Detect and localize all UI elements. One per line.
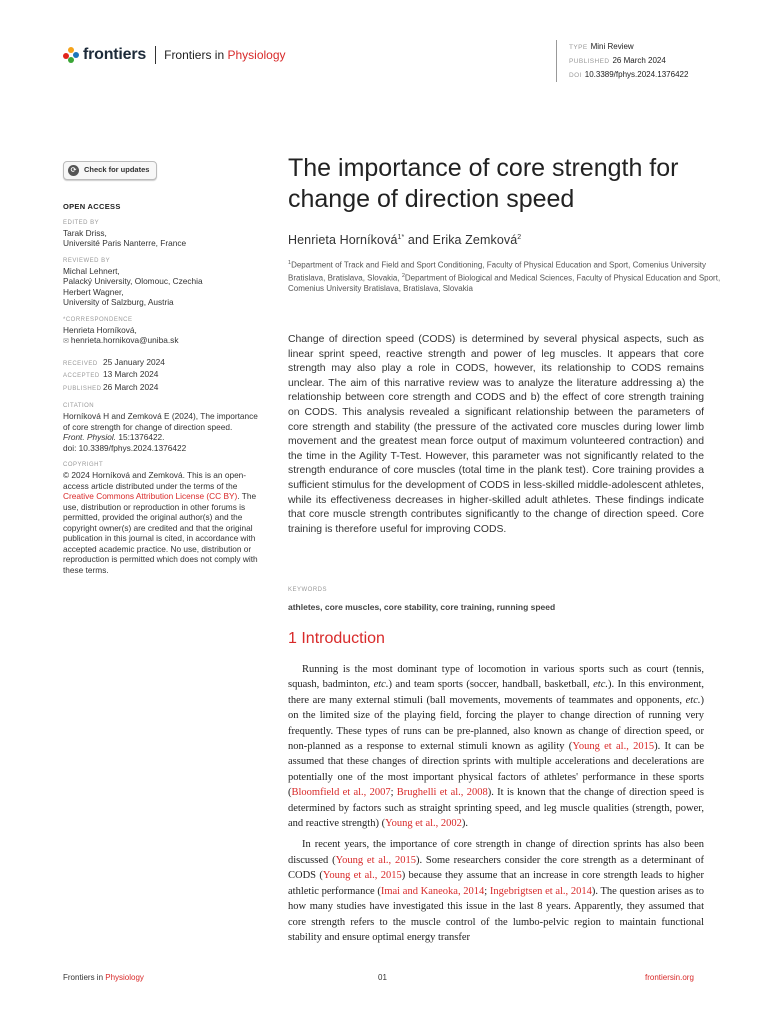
keywords-label: KEYWORDS bbox=[288, 587, 328, 593]
citation-label: CITATION bbox=[63, 403, 95, 409]
meta-doi[interactable] bbox=[569, 68, 688, 82]
meta-type-value: Mini Review bbox=[590, 42, 634, 51]
reviewer-affiliation: Palacký University, Olomouc, Czechia bbox=[63, 276, 203, 286]
affiliation-sup: 1 bbox=[288, 260, 292, 266]
accepted-label: ACCEPTED bbox=[63, 373, 100, 379]
received-label: RECEIVED bbox=[63, 360, 98, 367]
article-title: The importance of core strength for change of direction speed bbox=[288, 154, 679, 213]
meta-published-label: PUBLISHED bbox=[569, 58, 610, 65]
copyright-label: COPYRIGHT bbox=[63, 462, 104, 468]
affiliation: Department of Track and Field and Sport Conditioning, Faculty of Physical Education and Sport, Comenius University Bratislava, Bratislava, Slovakia, bbox=[288, 260, 706, 283]
citation-link[interactable]: Imai and Kaneoka, 2014 bbox=[380, 885, 485, 897]
correspondence-email[interactable]: henrieta.hornikova@uniba.sk bbox=[70, 335, 179, 345]
copyright-text: © 2024 Horníková and Zemková. This is an open-access article distributed under the terms of the bbox=[63, 470, 247, 491]
correspondence-name: Henrieta Horníková, bbox=[63, 324, 137, 335]
copyright bbox=[63, 470, 259, 575]
author-name[interactable]: Henrieta Horníková bbox=[288, 233, 398, 247]
meta-published bbox=[569, 54, 688, 68]
body-text-run: Running is the most dominant type of locomotion in various sports such as court (tennis, squash, badminton, bbox=[288, 664, 704, 691]
author-sup: 1* bbox=[397, 233, 405, 241]
published-date: 26 March 2024 bbox=[103, 381, 159, 392]
editor-name: Tarak Driss, bbox=[63, 227, 107, 238]
journal-name[interactable] bbox=[164, 48, 285, 62]
correspondence-label: *CORRESPONDENCE bbox=[63, 316, 133, 323]
affiliation-sup: 2 bbox=[401, 272, 405, 279]
brand-name: frontiers bbox=[83, 46, 147, 63]
published-label: PUBLISHED bbox=[63, 385, 102, 392]
body-text-run: ). Some researchers consider the core strength as a determinant of CODS ( bbox=[288, 854, 704, 882]
correspondence-email-row[interactable] bbox=[63, 335, 259, 348]
meta-doi-label: DOI bbox=[569, 72, 582, 79]
correspondence bbox=[63, 325, 259, 348]
open-access-label: OPEN ACCESS bbox=[63, 202, 121, 211]
citation-link[interactable]: Young et al., 2015 bbox=[572, 741, 655, 753]
abstract: Change of direction speed (CODS) is determined by several physical aspects, such as linear sprint speed, reactive strength and power of leg muscles. It appears that core strength may also play a role in CODS, however, its relationship to CODS remains unclear. The aim of this narrative review was to analyze the literature addressing a) the relationship between core strength and CODS and b) the effect of core strength training on CODS. This analysis revealed a significant relationship between the parameters of core strength and stability (the pressure of the activated core muscles during lower limb movement and the greatest mean force output of maximum volunteered contraction) and the time in the Agility T-Test. However, this parameter was not significantly related to the strength endurance of core muscles (total time in the plank test). Core training provides a sufficient stimulus for the development of CODS in less-skilled middle-adolescent athletes, while its effectiveness decreases in higher-skilled adult athletes. These findings indicate that core muscle strength contributes significantly to the change of direction speed. Core training is therefore useful for improving CODS. bbox=[288, 334, 704, 535]
citation-volume: 15:1376422. bbox=[116, 432, 165, 442]
reviewed-by bbox=[63, 266, 259, 308]
body-text-run: ). It is known that the change of direction speed is determined by factors such as straight sprinting speed, and leg muscle qualities (strength, power, and reactive strength) ( bbox=[288, 787, 704, 830]
body-text-run: ; bbox=[390, 787, 397, 799]
frontiers-logo-icon bbox=[63, 47, 79, 63]
mail-icon: ✉ bbox=[63, 338, 69, 345]
journal-prefix: Frontiers in bbox=[164, 48, 225, 62]
cc-license-link[interactable]: Creative Commons Attribution License (CC BY) bbox=[63, 491, 238, 501]
italic-text: etc. bbox=[685, 694, 701, 706]
body-text-run: ) and team sports (soccer, handball, basketball, bbox=[388, 679, 594, 691]
received-row bbox=[63, 357, 259, 370]
citation-link[interactable]: Bloomfield et al., 2007 bbox=[291, 787, 391, 799]
sidebar bbox=[63, 161, 259, 575]
authors bbox=[288, 233, 521, 247]
citation-link[interactable]: Brughelli et al., 2008 bbox=[396, 787, 488, 799]
citation-link[interactable]: Young et al., 2015 bbox=[322, 870, 402, 882]
editor-affiliation: Université Paris Nanterre, France bbox=[63, 238, 187, 248]
logo-divider bbox=[155, 46, 156, 64]
footer-journal[interactable] bbox=[63, 973, 144, 982]
meta-type-label: TYPE bbox=[569, 44, 588, 51]
citation-link[interactable]: Young et al., 2015 bbox=[335, 854, 416, 866]
paragraph bbox=[288, 662, 704, 831]
refresh-icon: ⟳ bbox=[68, 165, 79, 176]
published-row bbox=[63, 382, 259, 395]
frontiers-logo[interactable] bbox=[63, 46, 286, 64]
body-text-run: In recent years, the importance of core strength in change of direction sprints has also been discussed ( bbox=[288, 839, 704, 866]
article-dates bbox=[63, 357, 259, 395]
keywords: athletes, core muscles, core stability, core training, running speed bbox=[288, 602, 556, 612]
body-text-run: ). bbox=[461, 818, 469, 830]
body-text-run: ). The question arises as to how many studies have investigated this issue in the last 8 years. Apparently, they assumed that core strength refers to the muscle control of the lumbo-pelvic region to maintain functional stability and ensure optimal energy transfer bbox=[288, 885, 705, 943]
meta-type bbox=[569, 40, 688, 54]
article-meta bbox=[556, 40, 688, 82]
author-name[interactable]: and Erika Zemková bbox=[404, 233, 518, 247]
reviewer-name: Herbert Wagner, bbox=[63, 286, 124, 297]
meta-published-value: 26 March 2024 bbox=[612, 56, 666, 65]
check-for-updates-button[interactable] bbox=[63, 161, 157, 180]
journal-title: Physiology bbox=[227, 48, 286, 62]
received-date: 25 January 2024 bbox=[103, 356, 165, 367]
italic-text: etc. bbox=[373, 679, 389, 691]
affiliation: Department of Biological and Medical Sciences, Faculty of Physical Education and Sport, Comenius University Bratislava, Bratislava, Slovakia bbox=[288, 273, 721, 294]
affiliations bbox=[288, 258, 728, 294]
body-text-run: ) because they assume that an increase in core strength leads to higher athletic performance ( bbox=[288, 870, 704, 897]
italic-text: etc. bbox=[593, 679, 608, 691]
body-text-run: ). In this environment, there are many external stimuli (ball movements, movements of teammates and opponents, bbox=[288, 679, 705, 706]
citation-doi[interactable]: doi: 10.3389/fphys.2024.1376422 bbox=[63, 442, 187, 453]
citation bbox=[63, 411, 259, 453]
footer-journal-name: Physiology bbox=[105, 973, 144, 982]
reviewed-by-label: REVIEWED BY bbox=[63, 257, 111, 264]
citation-link[interactable]: Young et al., 2002 bbox=[385, 818, 462, 830]
body-text-run: ; bbox=[484, 885, 490, 897]
citation-link[interactable]: Ingebrigtsen et al., 2014 bbox=[489, 885, 592, 897]
body-text-run: ). It can be assumed that these changes of direction sprints with multiple accelerations and decelerations are potentially one of the most important physical factors of athletes' performance in these sports ( bbox=[288, 741, 704, 799]
author-sup: 2 bbox=[517, 233, 522, 241]
section-heading: 1 Introduction bbox=[288, 630, 385, 647]
citation-journal: Front. Physiol. bbox=[63, 432, 117, 442]
footer-site-link[interactable]: frontiersin.org bbox=[645, 973, 694, 982]
reviewer-affiliation: University of Salzburg, Austria bbox=[63, 297, 174, 307]
page-number: 01 bbox=[378, 973, 387, 982]
footer-journal-prefix: Frontiers in bbox=[63, 973, 106, 982]
meta-doi-value[interactable]: 10.3389/fphys.2024.1376422 bbox=[584, 70, 689, 79]
body-text-run: ) on the limited size of the playing field, forcing the player to change direction of running very frequently. These types of runs can be pre-planned, also known as change of direction speed, or non-planned as a response to external stimuli known as agility ( bbox=[288, 694, 704, 753]
reviewer-name: Michal Lehnert, bbox=[63, 265, 120, 276]
paragraph bbox=[288, 837, 704, 945]
body-text bbox=[288, 662, 704, 951]
copyright-text-end: . The use, distribution or reproduction in other forums is permitted, provided the original author(s) and the copyright owner(s) are credited and that the original publication in this journal is cited, in accordance with accepted academic practice. No use, distribution or reproduction is permitted which does not comply with these terms. bbox=[63, 491, 258, 575]
accepted-date: 13 March 2024 bbox=[103, 369, 159, 379]
edited-by-label: EDITED BY bbox=[63, 219, 100, 226]
check-updates-label: Check for updates bbox=[84, 165, 150, 175]
citation-text: Horníková H and Zemková E (2024), The importance of core strength for change of direction speed. bbox=[63, 411, 258, 432]
accepted-row bbox=[63, 369, 259, 382]
edited-by bbox=[63, 228, 259, 249]
